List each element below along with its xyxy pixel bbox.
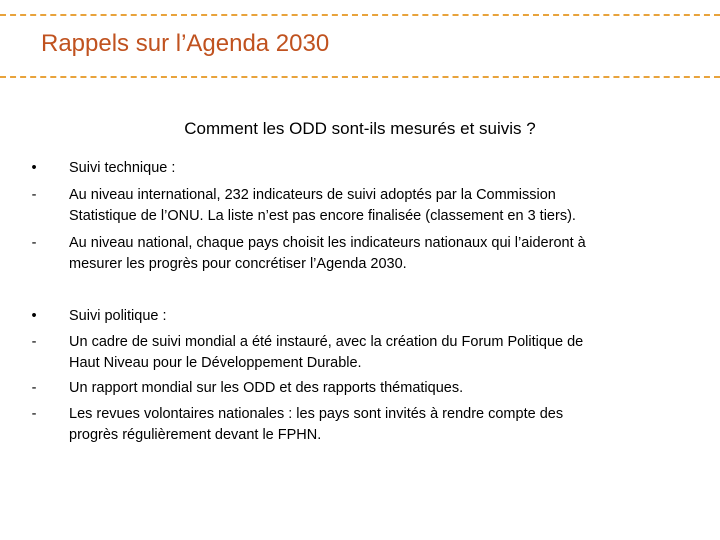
text-line: Un rapport mondial sur les ODD et des rapports thématiques. — [69, 380, 464, 396]
bottom-dashed-rule — [0, 76, 720, 78]
list-item-text — [69, 404, 669, 445]
bullet-marker: • — [31, 160, 37, 176]
text-line: Les revues volontaires nationales : les pays sont invités à rendre compte des — [69, 406, 564, 422]
list-item-text — [69, 185, 669, 226]
bullet-marker: • — [31, 308, 37, 324]
list-item-text — [69, 332, 669, 373]
section-heading-text: Suivi politique : — [69, 308, 167, 324]
section-heading-text: Suivi technique : — [69, 160, 176, 176]
list-item-text — [69, 233, 669, 274]
text-line: Un cadre de suivi mondial a été instauré, avec la création du Forum Politique de — [69, 334, 584, 350]
text-line: Au niveau international, 232 indicateurs de suivi adoptés par la Commission — [69, 187, 556, 203]
text-line: Haut Niveau pour le Développement Durable. — [69, 354, 362, 371]
dash-marker: - — [31, 380, 37, 396]
text-line: Au niveau national, chaque pays choisit les indicateurs nationaux qui l’aideront à — [69, 235, 586, 251]
text-line: mesurer les progrès pour concrétiser l’Agenda 2030. — [69, 255, 407, 272]
slide-subtitle: Comment les ODD sont-ils mesurés et suivis ? — [184, 119, 536, 138]
dash-marker: - — [31, 187, 37, 203]
top-dashed-rule — [0, 14, 720, 16]
text-line: Statistique de l’ONU. La liste n’est pas encore finalisée (classement en 3 tiers). — [69, 207, 576, 224]
text-line: progrès régulièrement devant le FPHN. — [69, 426, 322, 443]
dash-marker: - — [31, 406, 37, 422]
list-item-text — [69, 378, 669, 399]
dash-marker: - — [31, 235, 37, 251]
slide-title: Rappels sur l’Agenda 2030 — [41, 30, 330, 57]
dash-marker: - — [31, 334, 37, 350]
